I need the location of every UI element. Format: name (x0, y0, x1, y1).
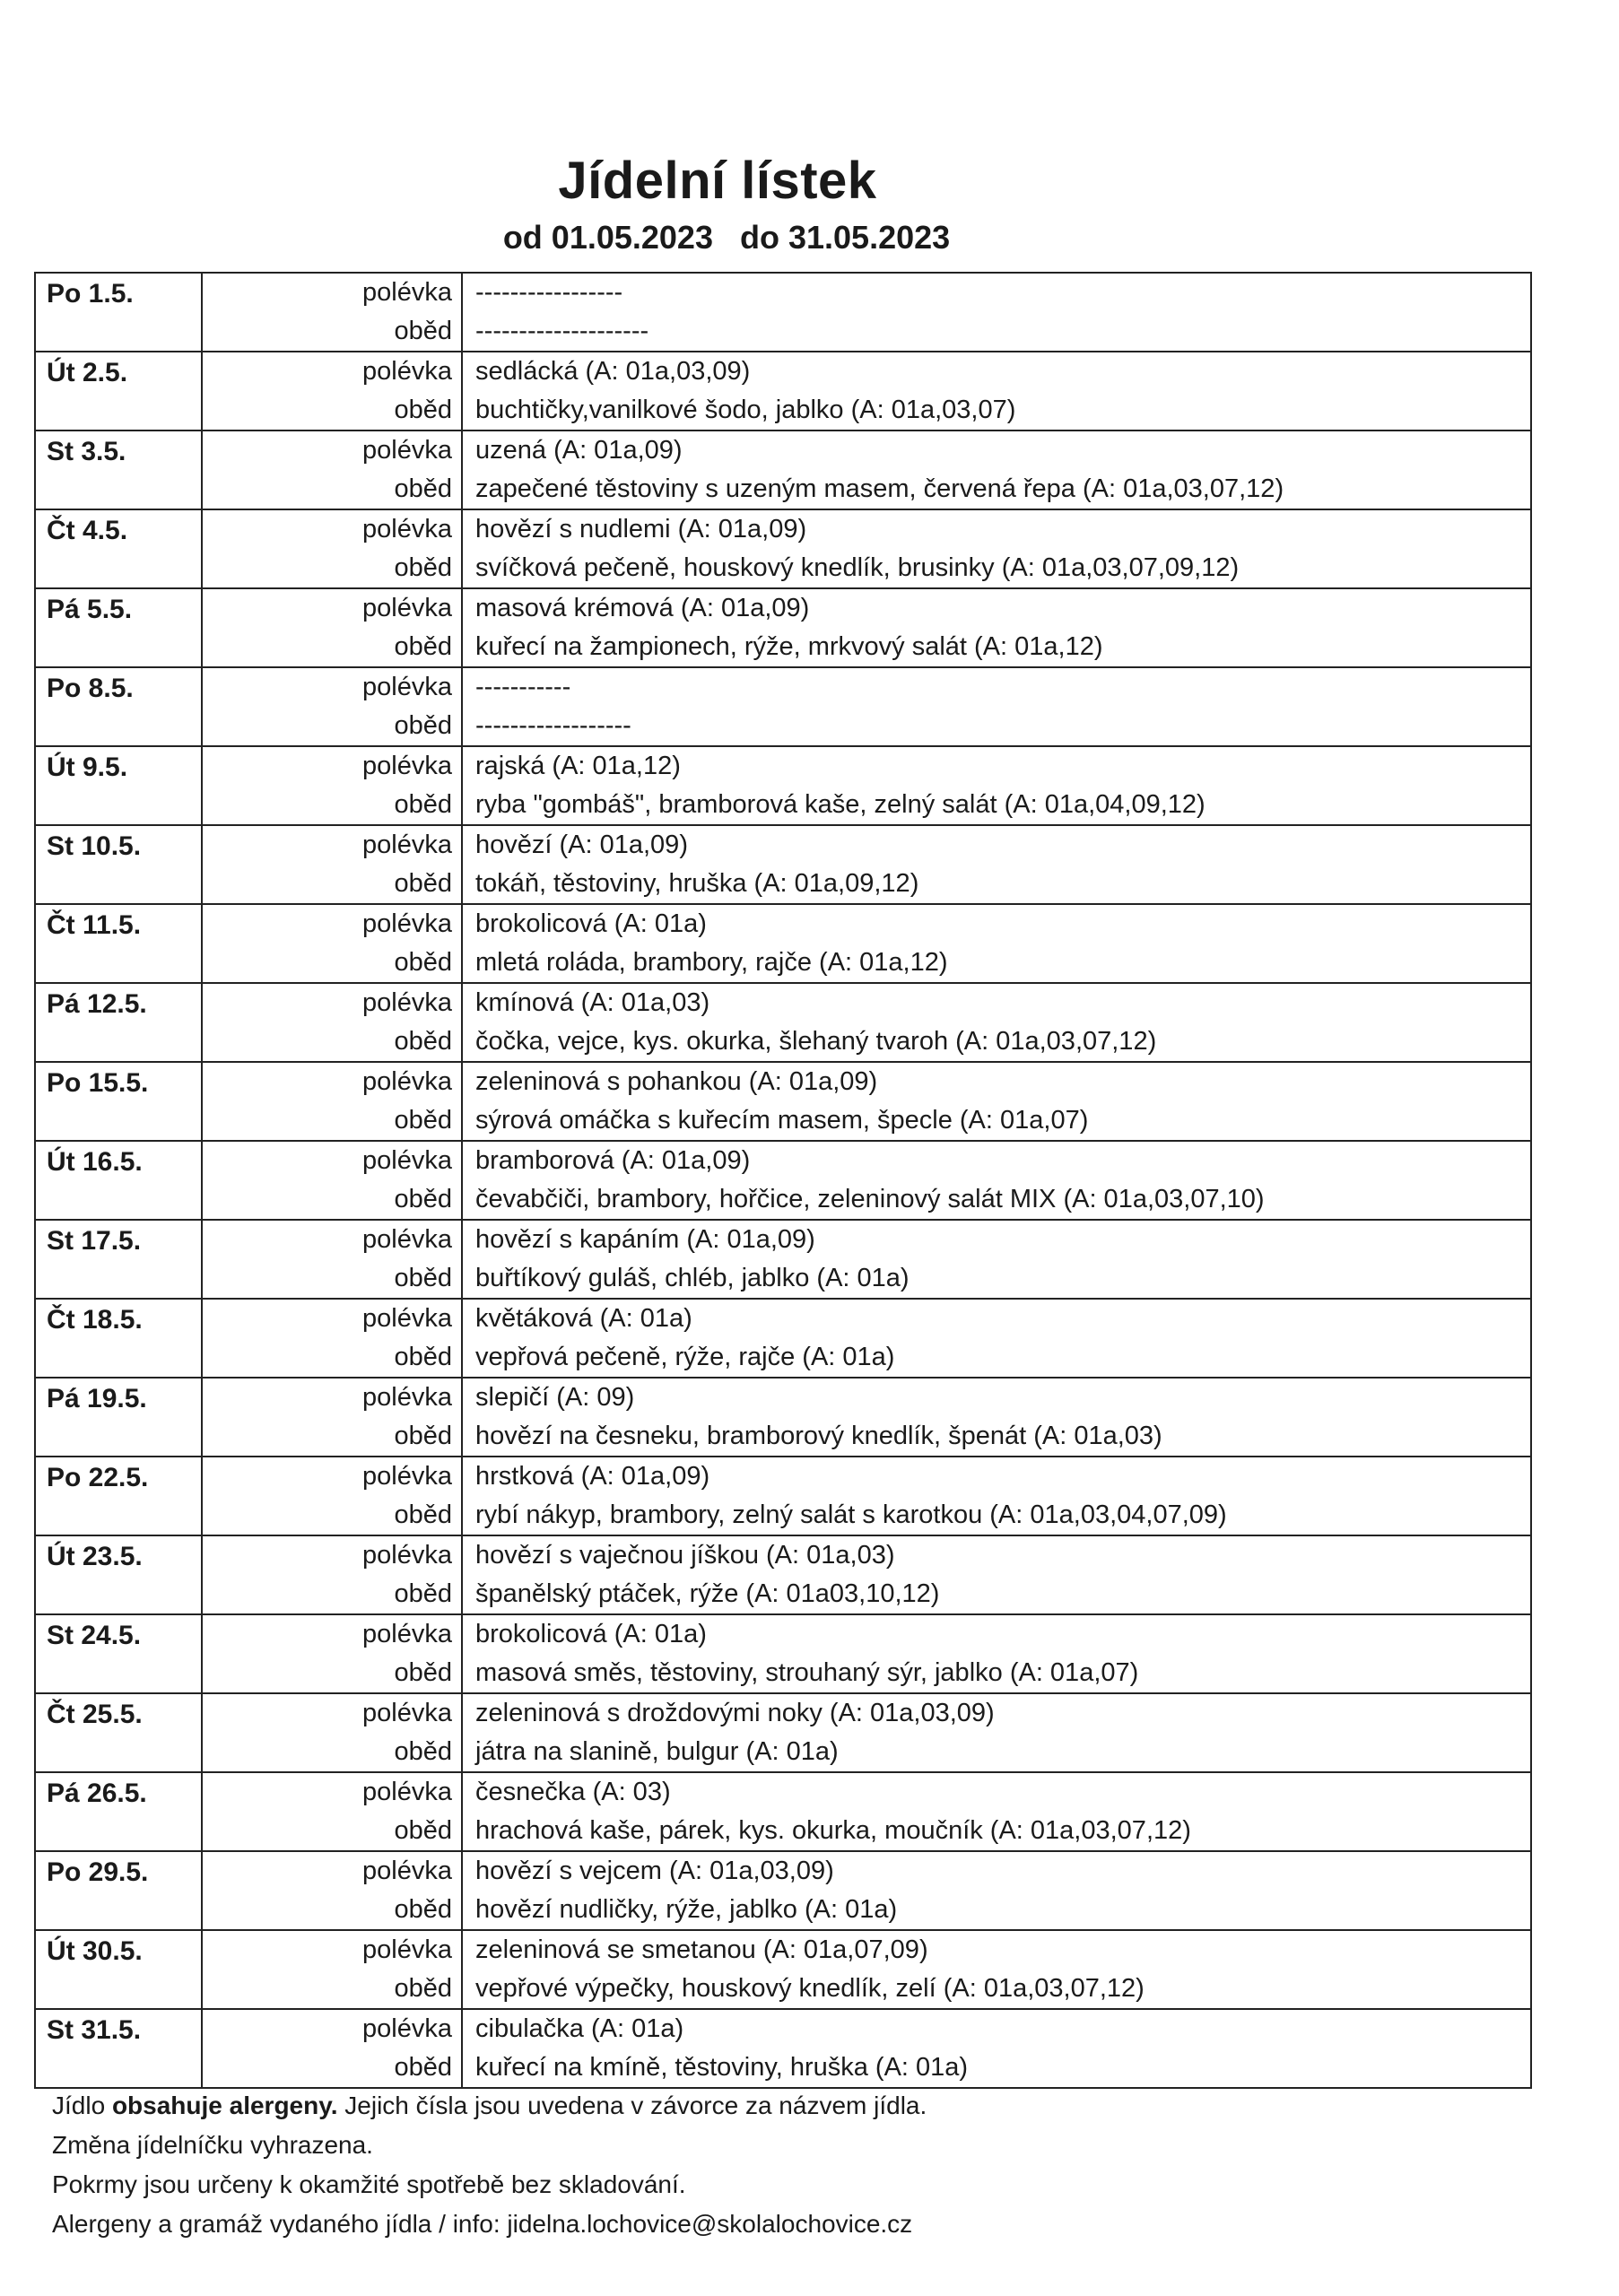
dish-cell (462, 588, 1531, 667)
soup-dish: česnečka (A: 03) (475, 1778, 671, 1806)
lunch-dish: čevabčiči, brambory, hořčice, zeleninový salát MIX (A: 01a,03,07,10) (475, 1185, 1265, 1213)
menu-table (34, 272, 1532, 2089)
meal-type-cell (202, 430, 462, 509)
lunch-label: oběd (394, 1579, 452, 1608)
dish-cell (462, 1141, 1531, 1220)
table-row (35, 983, 1531, 1062)
day-cell: Čt 11.5. (35, 904, 202, 983)
lunch-dish: kuřecí na žampionech, rýže, mrkvový salát (A: 01a,12) (475, 632, 1103, 661)
soup-label: polévka (362, 1778, 452, 1806)
day-cell: Čt 18.5. (35, 1299, 202, 1378)
day-cell: Út 9.5. (35, 746, 202, 825)
meal-type-cell (202, 1141, 462, 1220)
soup-label: polévka (362, 278, 452, 307)
meal-type-cell (202, 1772, 462, 1851)
lunch-dish: tokáň, těstoviny, hruška (A: 01a,09,12) (475, 869, 919, 898)
table-row (35, 509, 1531, 588)
lunch-label: oběd (394, 1737, 452, 1766)
day-cell: Po 29.5. (35, 1851, 202, 1930)
meal-type-cell (202, 1220, 462, 1299)
meal-type-cell (202, 1614, 462, 1693)
soup-label: polévka (362, 1699, 452, 1727)
day-cell: Po 22.5. (35, 1457, 202, 1535)
meal-type-cell (202, 746, 462, 825)
lunch-dish: masová směs, těstoviny, strouhaný sýr, jablko (A: 01a,07) (475, 1658, 1139, 1687)
dish-cell (462, 352, 1531, 430)
table-row (35, 1299, 1531, 1378)
menu-table-body (35, 273, 1531, 2088)
day-cell: Čt 4.5. (35, 509, 202, 588)
lunch-label: oběd (394, 1895, 452, 1924)
lunch-dish: -------------------- (475, 317, 649, 345)
dish-cell (462, 904, 1531, 983)
lunch-label: oběd (394, 790, 452, 819)
table-row (35, 588, 1531, 667)
lunch-label: oběd (394, 2053, 452, 2082)
note-emphasis: obsahuje alergeny. (111, 2092, 338, 2119)
lunch-label: oběd (394, 1974, 452, 2003)
meal-type-cell (202, 2009, 462, 2088)
soup-dish: sedlácká (A: 01a,03,09) (475, 357, 751, 386)
day-cell: Pá 12.5. (35, 983, 202, 1062)
lunch-label: oběd (394, 1106, 452, 1135)
note-text: Jídlo (52, 2092, 112, 2119)
soup-label: polévka (362, 1857, 452, 1885)
soup-dish: hovězí s vaječnou jíškou (A: 01a,03) (475, 1541, 895, 1570)
lunch-dish: vepřové výpečky, houskový knedlík, zelí (A: 01a,03,07,12) (475, 1974, 1145, 2003)
lunch-label: oběd (394, 474, 452, 503)
lunch-dish: buřtíkový guláš, chléb, jablko (A: 01a) (475, 1264, 910, 1292)
meal-type-cell (202, 904, 462, 983)
soup-dish: hovězí (A: 01a,09) (475, 831, 688, 859)
table-row (35, 1614, 1531, 1693)
dish-cell (462, 1614, 1531, 1693)
dish-cell (462, 983, 1531, 1062)
day-cell: St 17.5. (35, 1220, 202, 1299)
soup-label: polévka (362, 673, 452, 701)
soup-label: polévka (362, 1541, 452, 1570)
meal-type-cell (202, 1062, 462, 1141)
day-cell: Út 23.5. (35, 1535, 202, 1614)
date-to: do 31.05.2023 (740, 219, 951, 256)
lunch-dish: zapečené těstoviny s uzeným masem, červená řepa (A: 01a,03,07,12) (475, 474, 1284, 503)
soup-dish: zeleninová s pohankou (A: 01a,09) (475, 1067, 878, 1096)
dish-cell (462, 1378, 1531, 1457)
lunch-label: oběd (394, 317, 452, 345)
dish-cell (462, 1772, 1531, 1851)
soup-dish: hovězí s kapáním (A: 01a,09) (475, 1225, 815, 1254)
dish-cell (462, 1930, 1531, 2009)
lunch-label: oběd (394, 1422, 452, 1450)
meal-type-cell (202, 1851, 462, 1930)
lunch-label: oběd (394, 948, 452, 977)
meal-type-cell (202, 352, 462, 430)
day-cell: St 3.5. (35, 430, 202, 509)
lunch-label: oběd (394, 1658, 452, 1687)
soup-dish: cibulačka (A: 01a) (475, 2014, 684, 2043)
lunch-dish: ------------------ (475, 711, 631, 740)
meal-type-cell (202, 273, 462, 352)
lunch-label: oběd (394, 1185, 452, 1213)
soup-dish: ----------------- (475, 278, 623, 307)
soup-dish: rajská (A: 01a,12) (475, 752, 681, 780)
soup-dish: zeleninová s droždovými noky (A: 01a,03,09) (475, 1699, 995, 1727)
lunch-dish: mletá roláda, brambory, rajče (A: 01a,12) (475, 948, 948, 977)
day-cell: Pá 19.5. (35, 1378, 202, 1457)
soup-dish: ----------- (475, 673, 571, 701)
lunch-label: oběd (394, 1500, 452, 1529)
lunch-dish: buchtičky,vanilkové šodo, jablko (A: 01a,03,07) (475, 396, 1016, 424)
dish-cell (462, 1062, 1531, 1141)
lunch-dish: vepřová pečeně, rýže, rajče (A: 01a) (475, 1343, 895, 1371)
soup-label: polévka (362, 752, 452, 780)
table-row (35, 1457, 1531, 1535)
change-note: Změna jídelníčku vyhrazena. (52, 2131, 373, 2159)
soup-label: polévka (362, 2014, 452, 2043)
day-cell: Út 16.5. (35, 1141, 202, 1220)
table-row (35, 1693, 1531, 1772)
dish-cell (462, 2009, 1531, 2088)
lunch-label: oběd (394, 553, 452, 582)
soup-dish: brokolicová (A: 01a) (475, 909, 707, 938)
meal-type-cell (202, 1457, 462, 1535)
dish-cell (462, 667, 1531, 746)
footer-notes (52, 2086, 927, 2244)
lunch-label: oběd (394, 1264, 452, 1292)
table-row (35, 1141, 1531, 1220)
table-row (35, 2009, 1531, 2088)
table-row (35, 1062, 1531, 1141)
soup-label: polévka (362, 831, 452, 859)
dish-cell (462, 273, 1531, 352)
dish-cell (462, 1220, 1531, 1299)
note-text: Jejich čísla jsou uvedena v závorce za názvem jídla. (337, 2092, 927, 2119)
soup-dish: masová krémová (A: 01a,09) (475, 594, 810, 622)
lunch-dish: rybí nákyp, brambory, zelný salát s karotkou (A: 01a,03,04,07,09) (475, 1500, 1227, 1529)
storage-note: Pokrmy jsou určeny k okamžité spotřebě bez skladování. (52, 2170, 686, 2198)
soup-dish: brokolicová (A: 01a) (475, 1620, 707, 1648)
soup-label: polévka (362, 1462, 452, 1491)
meal-type-cell (202, 825, 462, 904)
table-row (35, 273, 1531, 352)
table-row (35, 352, 1531, 430)
day-cell: St 31.5. (35, 2009, 202, 2088)
dish-cell (462, 1299, 1531, 1378)
lunch-dish: hovězí nudličky, rýže, jablko (A: 01a) (475, 1895, 898, 1924)
day-cell: Čt 25.5. (35, 1693, 202, 1772)
lunch-dish: španělský ptáček, rýže (A: 01a03,10,12) (475, 1579, 940, 1608)
soup-dish: květáková (A: 01a) (475, 1304, 692, 1333)
lunch-label: oběd (394, 396, 452, 424)
table-row (35, 825, 1531, 904)
soup-label: polévka (362, 1383, 452, 1412)
soup-dish: hrstková (A: 01a,09) (475, 1462, 710, 1491)
soup-dish: uzená (A: 01a,09) (475, 436, 683, 465)
table-row (35, 1772, 1531, 1851)
soup-label: polévka (362, 357, 452, 386)
soup-dish: zeleninová se smetanou (A: 01a,07,09) (475, 1935, 928, 1964)
soup-label: polévka (362, 1304, 452, 1333)
table-row (35, 667, 1531, 746)
lunch-dish: sýrová omáčka s kuřecím masem, špecle (A: 01a,07) (475, 1106, 1089, 1135)
dish-cell (462, 825, 1531, 904)
day-cell: Pá 26.5. (35, 1772, 202, 1851)
day-cell: Út 2.5. (35, 352, 202, 430)
lunch-dish: svíčková pečeně, houskový knedlík, brusinky (A: 01a,03,07,09,12) (475, 553, 1240, 582)
soup-label: polévka (362, 1067, 452, 1096)
meal-type-cell (202, 667, 462, 746)
day-cell: St 10.5. (35, 825, 202, 904)
day-cell: St 24.5. (35, 1614, 202, 1693)
lunch-dish: ryba "gombáš", bramborová kaše, zelný salát (A: 01a,04,09,12) (475, 790, 1206, 819)
lunch-dish: hovězí na česneku, bramborový knedlík, špenát (A: 01a,03) (475, 1422, 1162, 1450)
lunch-label: oběd (394, 1027, 452, 1056)
dish-cell (462, 509, 1531, 588)
soup-label: polévka (362, 988, 452, 1017)
lunch-label: oběd (394, 711, 452, 740)
date-range (0, 219, 1453, 257)
soup-dish: hovězí s vejcem (A: 01a,03,09) (475, 1857, 834, 1885)
soup-dish: bramborová (A: 01a,09) (475, 1146, 751, 1175)
table-row (35, 746, 1531, 825)
lunch-dish: kuřecí na kmíně, těstoviny, hruška (A: 01a) (475, 2053, 969, 2082)
meal-type-cell (202, 509, 462, 588)
lunch-label: oběd (394, 1816, 452, 1845)
contact-note: Alergeny a gramáž vydaného jídla / info: jidelna.lochovice@skolalochovice.cz (52, 2210, 913, 2238)
table-row (35, 1535, 1531, 1614)
lunch-label: oběd (394, 869, 452, 898)
soup-label: polévka (362, 909, 452, 938)
dish-cell (462, 1851, 1531, 1930)
dish-cell (462, 430, 1531, 509)
dish-cell (462, 1535, 1531, 1614)
meal-type-cell (202, 588, 462, 667)
meal-type-cell (202, 1535, 462, 1614)
soup-label: polévka (362, 1620, 452, 1648)
lunch-dish: játra na slanině, bulgur (A: 01a) (475, 1737, 839, 1766)
date-from: od 01.05.2023 (502, 219, 713, 256)
dish-cell (462, 1457, 1531, 1535)
table-row (35, 430, 1531, 509)
lunch-label: oběd (394, 1343, 452, 1371)
meal-type-cell (202, 1378, 462, 1457)
soup-label: polévka (362, 515, 452, 544)
table-row (35, 1378, 1531, 1457)
soup-dish: slepičí (A: 09) (475, 1383, 635, 1412)
meal-type-cell (202, 1693, 462, 1772)
meal-type-cell (202, 1299, 462, 1378)
page-title: Jídelní lístek (558, 152, 877, 210)
table-row (35, 1220, 1531, 1299)
soup-label: polévka (362, 594, 452, 622)
soup-label: polévka (362, 1935, 452, 1964)
day-cell: Út 30.5. (35, 1930, 202, 2009)
day-cell: Po 15.5. (35, 1062, 202, 1141)
soup-dish: hovězí s nudlemi (A: 01a,09) (475, 515, 807, 544)
soup-label: polévka (362, 1225, 452, 1254)
soup-label: polévka (362, 1146, 452, 1175)
soup-dish: kmínová (A: 01a,03) (475, 988, 710, 1017)
meal-type-cell (202, 1930, 462, 2009)
dish-cell (462, 746, 1531, 825)
dish-cell (462, 1693, 1531, 1772)
lunch-dish: čočka, vejce, kys. okurka, šlehaný tvaroh (A: 01a,03,07,12) (475, 1027, 1157, 1056)
day-cell: Pá 5.5. (35, 588, 202, 667)
lunch-label: oběd (394, 632, 452, 661)
table-row (35, 1930, 1531, 2009)
day-cell: Po 8.5. (35, 667, 202, 746)
table-row (35, 1851, 1531, 1930)
day-cell: Po 1.5. (35, 273, 202, 352)
allergen-note (52, 2086, 927, 2126)
soup-label: polévka (362, 436, 452, 465)
lunch-dish: hrachová kaše, párek, kys. okurka, moučník (A: 01a,03,07,12) (475, 1816, 1191, 1845)
table-row (35, 904, 1531, 983)
meal-type-cell (202, 983, 462, 1062)
